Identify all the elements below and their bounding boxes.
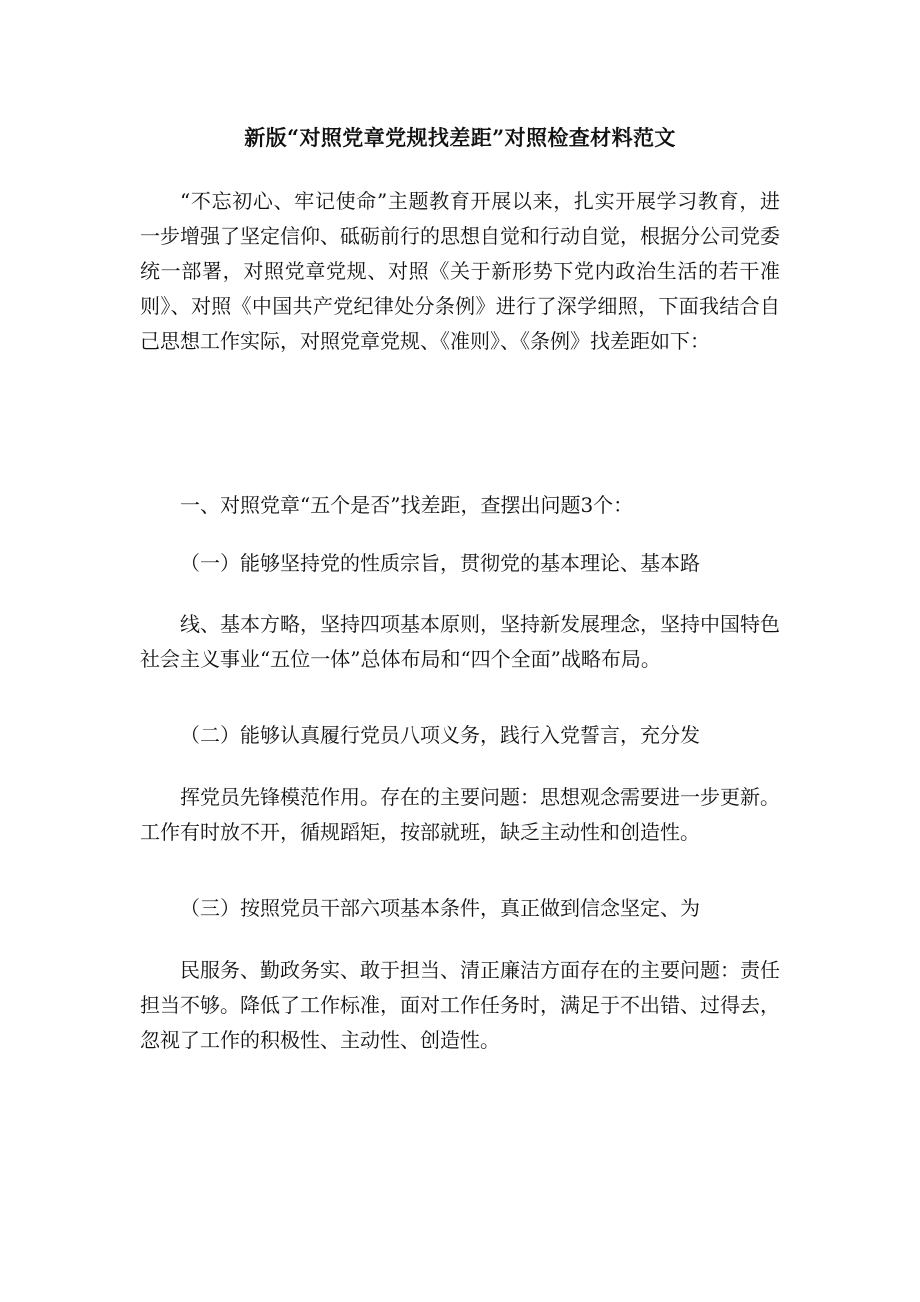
section-heading-1: 一、对照党章“五个是否”找差距，查摆出问题3个： [180, 493, 634, 517]
item-heading-2: （二）能够认真履行党员八项义务，践行入党誓言，充分发 [180, 723, 700, 747]
item-heading-1: （一）能够坚持党的性质宗旨，贯彻党的基本理论、基本路 [180, 551, 700, 575]
item-body-1: 线、基本方略，坚持四项基本原则，坚持新发展理念，坚持中国特色社会主义事业“五位一体”总体布局和“四个全面”战略布局。 [140, 612, 780, 671]
item-heading-3: （三）按照党员干部六项基本条件，真正做到信念坚定、为 [180, 896, 700, 920]
document-title: 新版“对照党章党规找差距”对照检查材料范文 [244, 125, 676, 150]
intro-paragraph: “不忘初心、牢记使命”主题教育开展以来，扎实开展学习教育，进一步增强了坚定信仰、砥砺前行的思想自觉和行动自觉，根据分公司党委统一部署，对照党章党规、对照《关于新形势下党内政治生活的若干准则》、对照《中国共产党纪律处分条例》进行了深学细照，下面我结合自己思想工作实际，对照党章党规、《准则》、《条例》找差距如下： [140, 189, 780, 353]
item-body-2: 挥党员先锋模范作用。存在的主要问题：思想观念需要进一步更新。工作有时放不开，循规蹈矩，按部就班，缺乏主动性和创造性。 [140, 785, 780, 844]
item-body-3: 民服务、勤政务实、敢于担当、清正廉洁方面存在的主要问题：责任担当不够。降低了工作标准，面对工作任务时，满足于不出错、过得去，忽视了工作的积极性、主动性、创造性。 [140, 958, 780, 1052]
